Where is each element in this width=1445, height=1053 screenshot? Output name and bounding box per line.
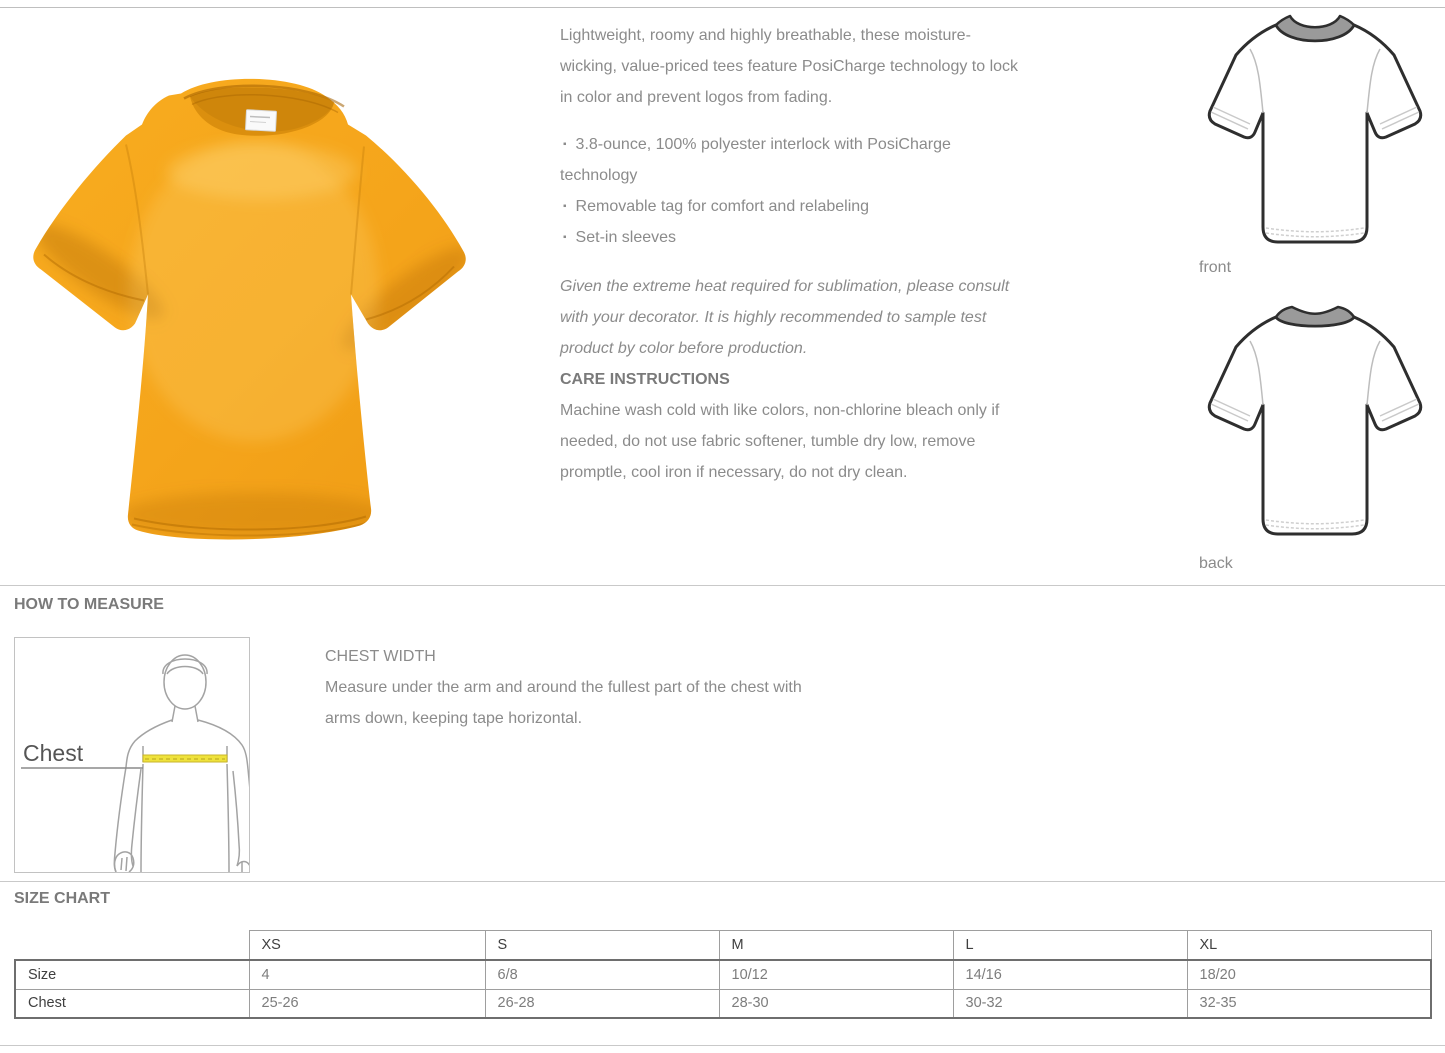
- how-to-measure-heading: HOW TO MEASURE: [14, 596, 164, 613]
- feature-item: ▪ Set-in sleeves: [560, 222, 1022, 253]
- divider: [0, 585, 1445, 586]
- size-chart-column-header: M: [719, 931, 953, 961]
- care-instructions-text: Machine wash cold with like colors, non-chlorine bleach only if needed, do not use fabric softener, tumble dry low, remove promptle, cool iron if necessary, do not dry clean.: [560, 402, 1000, 481]
- size-chart-column-header: L: [953, 931, 1187, 961]
- divider-bottom: [0, 1045, 1445, 1046]
- chest-width-title: CHEST WIDTH: [325, 648, 436, 665]
- chest-width-info: [325, 641, 825, 734]
- size-chart-header-row: [15, 931, 1431, 961]
- product-photo: [14, 34, 474, 564]
- size-chart-cell: 4: [249, 960, 485, 989]
- size-chart-cell: 32-35: [1187, 989, 1431, 1018]
- size-chart-cell: 25-26: [249, 989, 485, 1018]
- feature-item: ▪ Removable tag for comfort and relabeling: [560, 191, 1022, 222]
- size-chart-column-header: S: [485, 931, 719, 961]
- table-row: [15, 989, 1431, 1018]
- chest-width-text: Measure under the arm and around the fullest part of the chest with arms down, keeping tape horizontal.: [325, 679, 802, 727]
- back-view-label: back: [1199, 555, 1233, 572]
- size-chart-cell: 18/20: [1187, 960, 1431, 989]
- sublimation-note: Given the extreme heat required for sublimation, please consult with your decorator. It is highly recommended to sample test product by color before production.: [560, 278, 1010, 357]
- size-chart-column-header: XS: [249, 931, 485, 961]
- tshirt-photo-gold-icon: [14, 34, 474, 564]
- size-chart-corner-cell: [15, 931, 249, 961]
- size-chart-cell: 30-32: [953, 989, 1187, 1018]
- size-chart-column-header: XL: [1187, 931, 1431, 961]
- size-chart-heading: SIZE CHART: [14, 890, 110, 907]
- front-view-image: [1199, 11, 1431, 254]
- divider: [0, 881, 1445, 882]
- feature-list: [560, 129, 1022, 253]
- chest-diagram-label: Chest: [23, 740, 84, 766]
- size-chart-cell: 28-30: [719, 989, 953, 1018]
- feature-item: ▪ 3.8-ounce, 100% polyester interlock with PosiCharge technology: [560, 129, 1022, 191]
- tshirt-front-outline-icon: [1199, 11, 1431, 254]
- product-description: Lightweight, roomy and highly breathable, these moisture-wicking, value-priced tees feature PosiCharge technology to lock in color and prevent logos from fading.: [560, 27, 1019, 106]
- size-chart-cell: 14/16: [953, 960, 1187, 989]
- size-chart-cell: 26-28: [485, 989, 719, 1018]
- back-view-image: [1199, 303, 1431, 546]
- front-view-label: front: [1199, 259, 1232, 276]
- care-instructions-heading: CARE INSTRUCTIONS: [560, 371, 730, 388]
- size-chart-cell: 10/12: [719, 960, 953, 989]
- tshirt-back-outline-icon: [1199, 303, 1431, 546]
- size-chart-row-label: Size: [15, 960, 249, 989]
- table-row: [15, 960, 1431, 989]
- size-chart-row-label: Chest: [15, 989, 249, 1018]
- size-chart-table: [14, 930, 1432, 1019]
- size-chart-cell: 6/8: [485, 960, 719, 989]
- divider-top: [0, 7, 1445, 8]
- measure-diagram: [14, 637, 250, 873]
- product-description-section: [560, 20, 1022, 488]
- chest-measure-figure-icon: [15, 638, 249, 872]
